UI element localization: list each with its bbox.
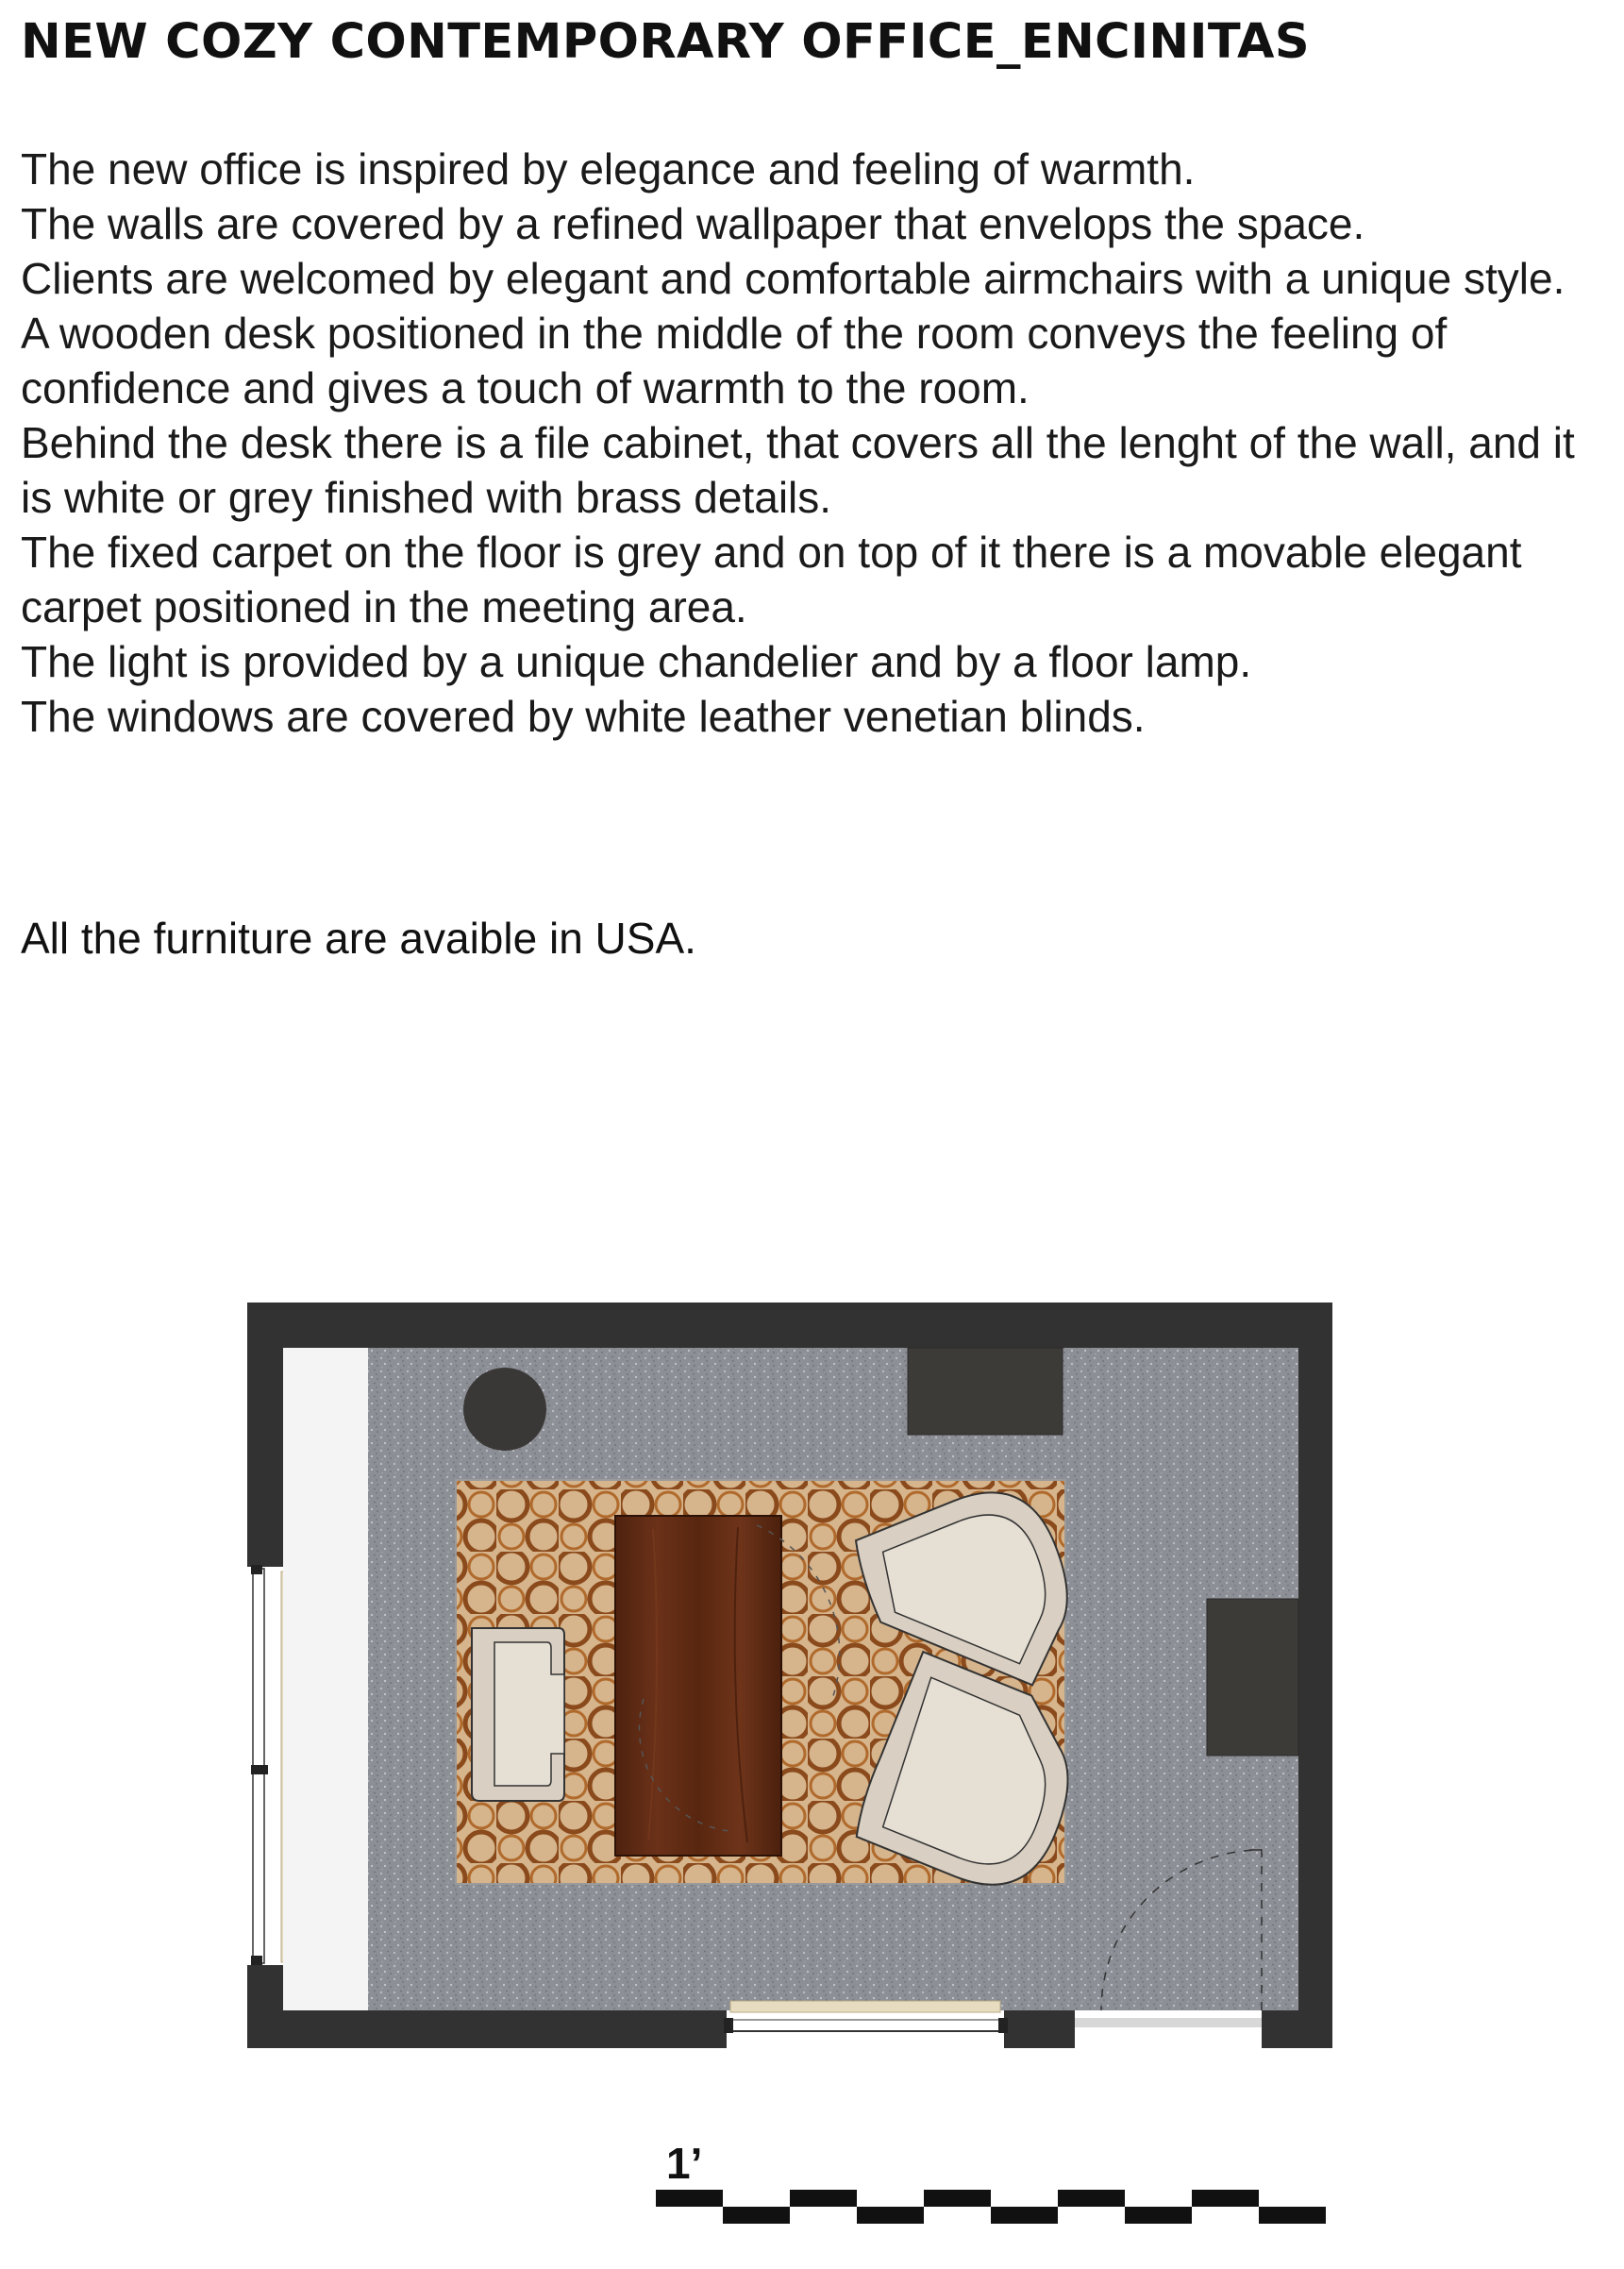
paragraph-7: The light is provided by a unique chandelier and by a floor lamp. [21,637,1252,686]
floor-lamp [463,1368,546,1451]
window-latch [251,1956,262,1965]
window-latch [998,2018,1008,2033]
window-latch [251,1765,268,1774]
scale-label: 1’ [666,2139,703,2188]
paragraph-1: The new office is inspired by elegance and feeling of warmth. [21,144,1196,193]
door-opening [1075,2010,1262,2048]
wall-shelf [283,1348,368,2010]
scale-bar [656,2188,1326,2226]
wooden-desk [615,1516,781,1856]
paragraph-6: The fixed carpet on the floor is grey and on top of it there is a movable elegant carpet positioned in the meeting area. [21,528,1522,631]
file-cabinet [1207,1599,1298,1756]
door-threshold [1075,2018,1262,2027]
console-cabinet [908,1348,1063,1435]
paragraph-2: The walls are covered by a refined wallpaper that envelops the space. [21,199,1365,248]
paragraph-4: A wooden desk positioned in the middle of the room conveys the feeling of confidence and gives a touch of warmth to the room. [21,309,1448,412]
page-title: NEW COZY CONTEMPORARY OFFICE_ENCINITAS [21,14,1311,70]
office-floor-plan [247,1303,1332,2048]
window-latch [724,2018,733,2033]
bottom-blind [730,2001,1000,2012]
paragraph-5: Behind the desk there is a file cabinet, that covers all the lenght of the wall, and it is white or grey finished with brass details. [21,418,1575,522]
availability-note: All the furniture are avaible in USA. [21,914,696,963]
bottom-window-opening [727,2010,1004,2048]
paragraph-3: Clients are welcomed by elegant and comfortable airmchairs with a unique style. [21,254,1565,303]
window-latch [251,1565,262,1574]
paragraph-8: The windows are covered by white leather venetian blinds. [21,692,1146,741]
desk-chair [472,1628,564,1801]
description-text [21,142,1606,744]
